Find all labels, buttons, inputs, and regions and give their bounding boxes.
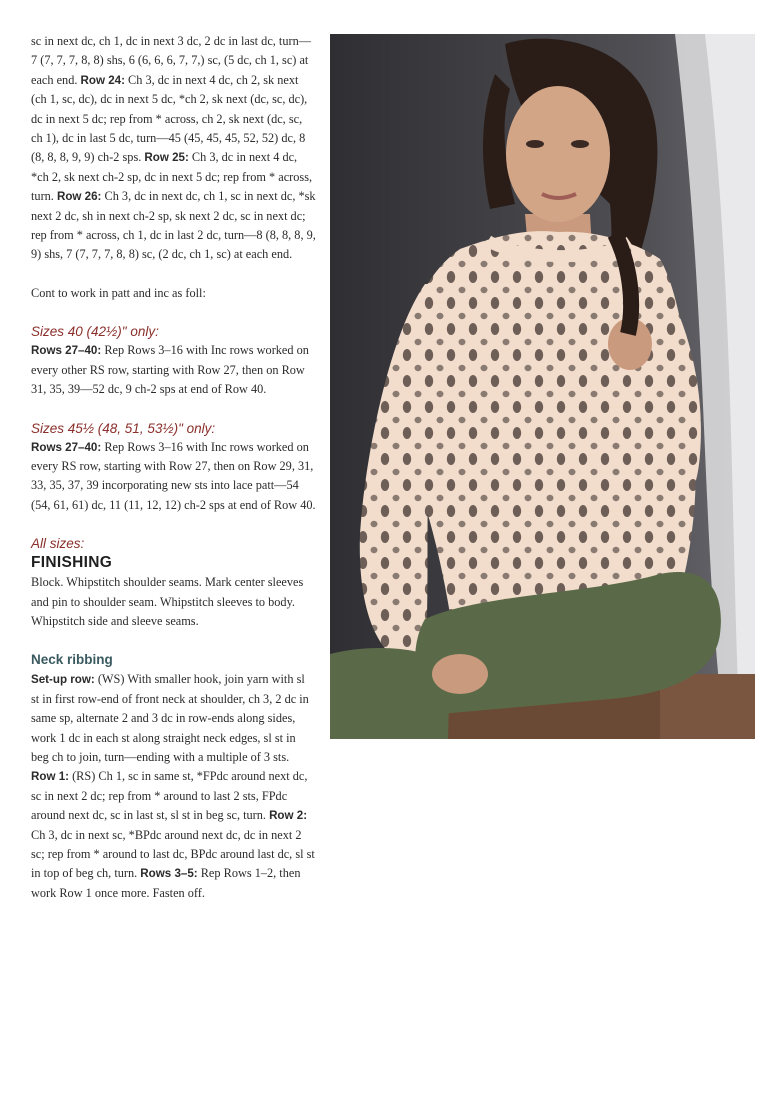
sizes-b-paragraph — [31, 438, 316, 516]
neck-ribbing-heading: Neck ribbing — [31, 652, 113, 668]
row-label: Row 1: — [31, 770, 70, 784]
sizes-a-heading: Sizes 40 (42½)" only: — [31, 324, 159, 340]
continue-instruction: Cont to work in patt and inc as foll: — [31, 285, 206, 300]
sizes-a-label: Rows 27–40: — [31, 344, 102, 358]
all-sizes-heading: All sizes: — [31, 536, 85, 552]
row-label: Row 26: — [56, 190, 102, 204]
finishing-paragraph: Block. Whipstitch shoulder seams. Mark center sleeves and pin to shoulder seam. Whipstitch sleeves to body. Whipstitch side and sleeve seams. — [31, 575, 304, 628]
row-label: Row 2: — [269, 809, 308, 823]
row-label: Rows 3–5: — [140, 867, 198, 881]
instruction-text: Ch 3, dc in next sc, *BPdc around next dc, dc in next 2 sc; rep from * around to last dc, BPdc around last dc, sl st in top of beg ch, turn. — [31, 827, 315, 881]
instruction-text: Rep Rows 1–2, then work Row 1 once more. Fasten off. — [31, 866, 301, 900]
row-label: Row 25: — [144, 151, 189, 165]
instruction-text: Ch 3, dc in next 4 dc, *ch 2, sk next ch-2 sp, dc in next 5 dc; rep from * across, turn. — [31, 150, 313, 204]
finishing-heading: FINISHING — [31, 554, 113, 572]
pattern-text-column — [31, 32, 316, 903]
sizes-b-text: Rep Rows 3–16 with Inc rows worked on every RS row, starting with Row 27, then on Row 29, 31, 33, 35, 37, 39 incorporating new sts into lace patt—54 (54, 61, 61) dc, 11 (11, 12, 12) ch-2 sps at end of Row 40. — [31, 439, 316, 512]
sizes-b-label: Rows 27–40: — [31, 440, 102, 454]
instruction-text: Ch 3, dc in next 4 dc, ch 2, sk next (ch 1, sc, dc), dc in next 5 dc, *ch 2, sk next (dc, sc, dc), dc in next 5 dc; rep from * across, ch 2, sk next (dc, sc, ch 1), dc in last 5 dc, turn—45 (45, 45, 45, 52, 52) dc, 8 (8, 8, 8, 9, 9) ch-2 sps. — [31, 72, 308, 165]
neck-ribbing-paragraph — [31, 670, 316, 903]
sizes-a-text: Rep Rows 3–16 with Inc rows worked on every other RS row, starting with Row 27, then on Row 31, 35, 39—52 dc, 9 ch-2 sps at end of Row 40. — [31, 343, 309, 397]
instruction-text: (WS) With smaller hook, join yarn with sl st in first row-end of front neck at shoulder, ch 3, 2 dc in same sp, alternate 2 and 3 dc in row-ends along sides, work 1 dc in each st along straight neck edges, sl st in beg ch to join, turn—ending with a multiple of 3 sts. — [31, 672, 309, 764]
row-label: Set-up row: — [31, 673, 95, 687]
sizes-a-paragraph — [31, 341, 316, 399]
instruction-text: Ch 3, dc in next dc, ch 1, sc in next dc, *sk next 2 dc, sh in next ch-2 sp, sk next 2 dc, sc in next dc; rep from * across, ch 1, dc in last 2 dc, turn—8 (8, 8, 8, 9, 9) shs, 7 (7, 7, 7, 8, 8) sc, (2 dc, ch 1, sc) at each end. — [31, 189, 316, 262]
row-label: Row 24: — [80, 73, 125, 87]
row-instructions-paragraph — [31, 32, 316, 265]
instruction-text: sc in next dc, ch 1, dc in next 3 dc, 2 dc in last dc, turn—7 (7, 7, 7, 8, 8) shs, 6 (6, 6, 6, 7, 7,) sc, (5 dc, ch 1, sc) at each end. — [31, 34, 312, 87]
instruction-text: (RS) Ch 1, sc in same st, *FPdc around next dc, sc in next 2 dc; rep from * around to last 2 sts, FPdc around next dc, sc in last st, sl st in beg sc, turn. — [31, 769, 308, 823]
sizes-b-heading: Sizes 45½ (48, 51, 53½)" only: — [31, 420, 216, 436]
model-photo — [330, 34, 755, 739]
